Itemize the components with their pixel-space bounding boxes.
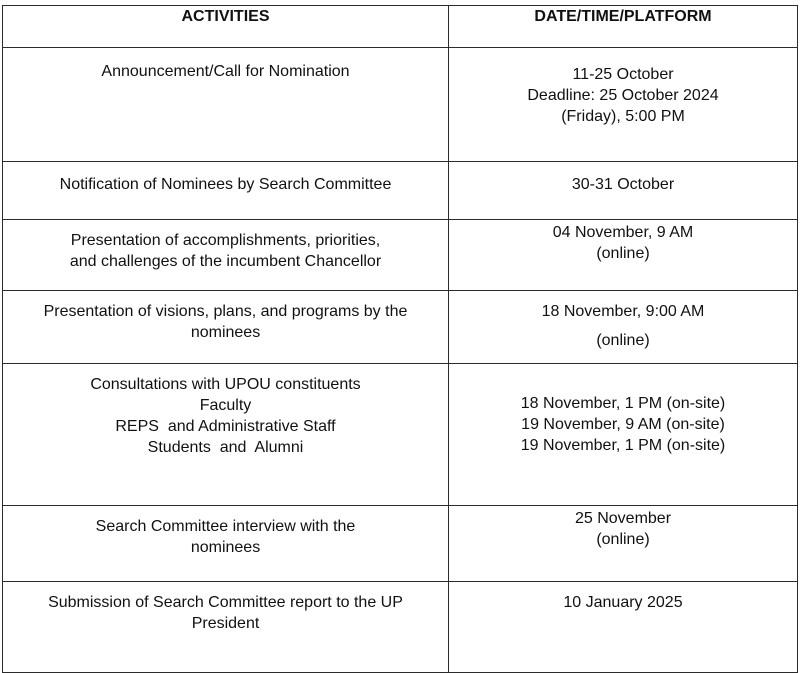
activity-line: Presentation of accomplishments, priorities, <box>70 232 381 249</box>
activity-cell <box>3 162 449 220</box>
header-activities: ACTIVITIES <box>3 6 449 48</box>
schedule-line: 25 November <box>574 510 672 527</box>
activity-line: nominees <box>190 324 261 341</box>
schedule-cell <box>449 582 798 673</box>
activity-line: Consultations with UPOU constituents <box>90 376 361 393</box>
activity-line: Announcement/Call for Nomination <box>101 63 350 80</box>
activity-line: nominees <box>190 539 261 556</box>
activity-line: and challenges of the incumbent Chancellor <box>69 253 382 270</box>
schedule-line: (Friday), 5:00 PM <box>561 108 685 125</box>
schedule-line: (online) <box>596 531 650 548</box>
schedule-cell <box>449 364 798 506</box>
table-row <box>3 364 798 506</box>
schedule-line: 19 November, 9 AM (on-site) <box>521 416 725 433</box>
schedule-line: Deadline: 25 October 2024 <box>527 87 719 104</box>
schedule-line: (online) <box>596 245 650 262</box>
activity-line: Presentation of visions, plans, and programs by the <box>43 303 408 320</box>
activity-cell <box>3 506 449 582</box>
activity-line: Students and Alumni <box>147 439 304 456</box>
header-date-time-platform: DATE/TIME/PLATFORM <box>449 6 798 48</box>
activity-cell <box>3 582 449 673</box>
table-row <box>3 291 798 364</box>
schedule-cell <box>449 162 798 220</box>
table-row <box>3 582 798 673</box>
table-row <box>3 162 798 220</box>
schedule-cell <box>449 291 798 364</box>
schedule-line: 30-31 October <box>571 176 675 193</box>
schedule-line: 18 November, 1 PM (on-site) <box>520 395 726 412</box>
activity-line: REPS and Administrative Staff <box>115 418 336 435</box>
activity-cell <box>3 220 449 291</box>
schedule-line: 11-25 October <box>572 66 674 83</box>
schedule-line: 18 November, 9:00 AM <box>541 303 705 320</box>
schedule-table <box>2 5 798 673</box>
activity-cell <box>3 48 449 162</box>
activity-line: Faculty <box>199 397 252 414</box>
schedule-line: 19 November, 1 PM (on-site) <box>520 437 726 454</box>
activity-line: Submission of Search Committee report to the UP <box>48 594 403 611</box>
schedule-line: 10 January 2025 <box>563 594 683 611</box>
activity-line: President <box>191 615 260 632</box>
schedule-cell <box>449 220 798 291</box>
activity-cell <box>3 291 449 364</box>
activity-line: Search Committee interview with the <box>95 518 356 535</box>
table-row <box>3 506 798 582</box>
schedule-line: (online) <box>596 332 650 349</box>
header-row <box>3 6 798 48</box>
activity-line: Notification of Nominees by Search Committee <box>59 176 392 193</box>
table-row <box>3 220 798 291</box>
schedule-line: 04 November, 9 AM <box>552 224 694 241</box>
schedule-cell <box>449 506 798 582</box>
activity-cell <box>3 364 449 506</box>
schedule-cell <box>449 48 798 162</box>
table-row <box>3 48 798 162</box>
